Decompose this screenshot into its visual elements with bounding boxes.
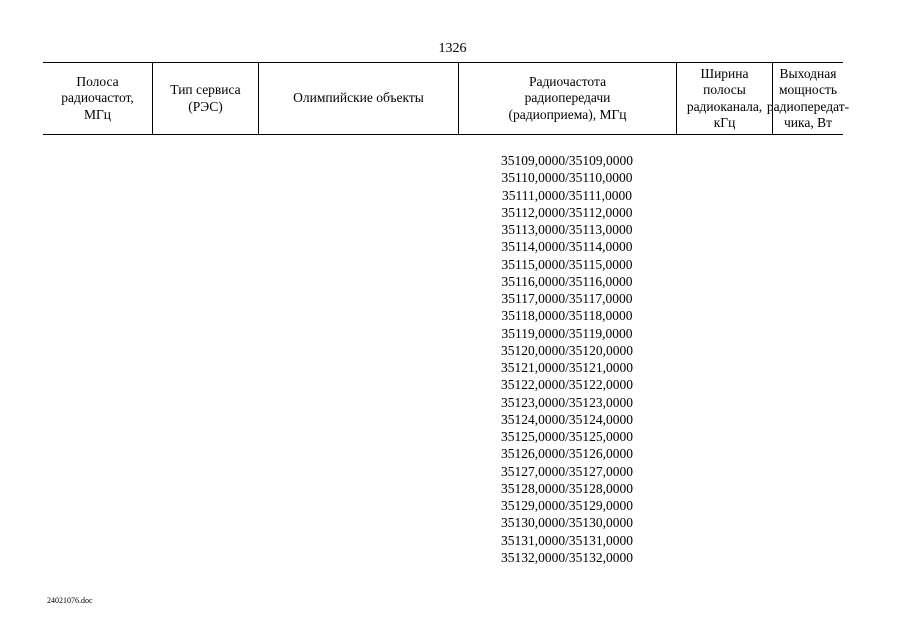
frequency-row: 35109,0000/35109,0000 (500, 153, 633, 168)
frequency-row: 35124,0000/35124,0000 (500, 411, 633, 427)
frequency-row: 35123,0000/35123,0000 (500, 394, 633, 410)
frequency-row: 35122,0000/35122,0000 (500, 377, 633, 393)
frequency-row: 35127,0000/35127,0000 (500, 463, 633, 479)
table-header (43, 62, 850, 135)
frequency-row: 35118,0000/35118,0000 (501, 308, 633, 324)
frequency-row: 35112,0000/35112,0000 (501, 204, 633, 220)
frequency-row: 35131,0000/35131,0000 (500, 532, 633, 548)
frequency-row: 35113,0000/35113,0000 (501, 222, 633, 237)
frequency-list (458, 152, 676, 566)
frequency-row: 35114,0000/35114,0000 (501, 239, 633, 255)
page-number: 1326 (438, 41, 467, 56)
frequency-row: 35126,0000/35126,0000 (500, 446, 633, 462)
header-cell-radio-frequency (458, 63, 676, 134)
frequency-row: 35128,0000/35128,0000 (500, 480, 633, 496)
frequency-row: 35110,0000/35110,0000 (501, 170, 633, 186)
frequency-row: 35129,0000/35129,0000 (500, 498, 633, 513)
frequency-row: 35115,0000/35115,0000 (501, 256, 633, 272)
frequency-row: 35132,0000/35132,0000 (500, 549, 633, 565)
header-cell-output-power (766, 63, 850, 134)
header-cell-frequency-band (43, 63, 152, 134)
frequency-row: 35117,0000/35117,0000 (501, 291, 633, 306)
header-label-olympic-objects: Олимпийские объекты (293, 90, 424, 106)
header-cell-service-type (152, 63, 258, 134)
frequency-row: 35119,0000/35119,0000 (501, 325, 633, 341)
frequency-row: 35111,0000/35111,0000 (502, 187, 632, 203)
frequency-row: 35125,0000/35125,0000 (500, 429, 633, 444)
header-label-channel-bandwidth: Ширина полосы радиоканала, кГц (686, 65, 763, 130)
frequency-row: 35120,0000/35120,0000 (500, 342, 633, 358)
header-cell-channel-bandwidth (676, 63, 772, 134)
header-label-frequency-band: Полоса радиочастот, МГц (61, 73, 134, 122)
frequency-row: 35116,0000/35116,0000 (501, 273, 633, 289)
header-label-output-power: Выходная мощность радиопередат- чика, Вт (766, 65, 850, 130)
frequency-row: 35121,0000/35121,0000 (500, 360, 633, 375)
header-cell-olympic-objects (258, 63, 458, 134)
header-label-service-type: Тип сервиса (РЭС) (170, 82, 241, 114)
footer-filename: 24021076.doc (47, 596, 93, 605)
header-label-radio-frequency: Радиочастота радиопередачи (радиоприема), МГц (508, 73, 627, 122)
frequency-row: 35130,0000/35130,0000 (500, 515, 633, 531)
